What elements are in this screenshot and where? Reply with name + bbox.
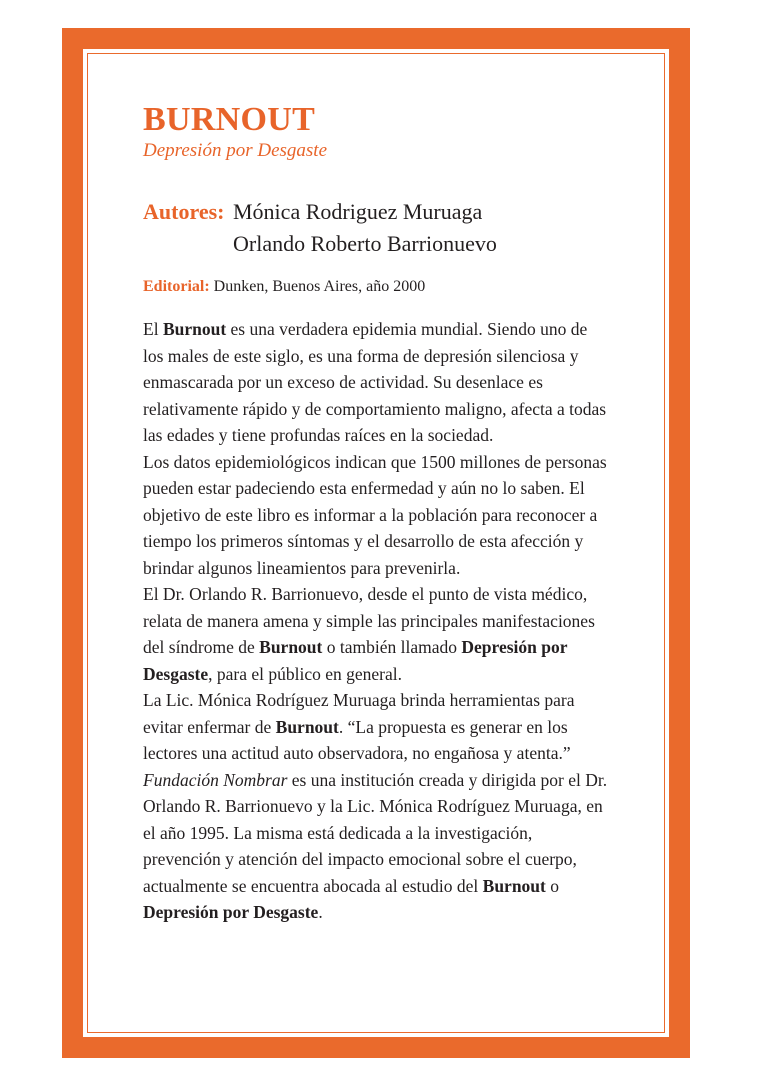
authors-block bbox=[143, 196, 613, 260]
editorial-line bbox=[143, 276, 613, 298]
author-name: Mónica Rodriguez Muruaga bbox=[233, 199, 483, 224]
paragraph: El Dr. Orlando R. Barrionuevo, desde el punto de vista médico, relata de manera amena y simple las principales manifestaciones del síndrome de Burnout o también llamado Depresión por Desgaste, para el público en general. bbox=[143, 584, 595, 684]
paragraph: El Burnout es una verdadera epidemia mundial. Siendo uno de los males de este siglo, es una forma de depresión silenciosa y enmascarada por un exceso de actividad. Su desenlace es relativamente rápido y de comportamiento maligno, afecta a todas las edades y tiene profundas raíces en la sociedad. bbox=[143, 319, 607, 445]
editorial-value: Dunken, Buenos Aires, año 2000 bbox=[213, 278, 426, 295]
book-info bbox=[143, 100, 613, 926]
author-name: Orlando Roberto Barrionuevo bbox=[233, 231, 497, 256]
book-subtitle: Depresión por Desgaste bbox=[143, 140, 327, 161]
paragraph: La Lic. Mónica Rodríguez Muruaga brinda herramientas para evitar enfermar de Burnout. “La propuesta es generar en los lectores una actitud auto observadora, no engañosa y atenta.” bbox=[143, 690, 575, 763]
paragraph: Fundación Nombrar es una institución creada y dirigida por el Dr. Orlando R. Barrionuevo y la Lic. Mónica Rodríguez Muruaga, en el año 1995. La misma está dedicada a la investigación, prevención y atención del impacto emocional sobre el cuerpo, actualmente se encuentra abocada al estudio del Burnout o Depresión por Desgaste. bbox=[143, 769, 608, 922]
authors-label: Autores: bbox=[143, 199, 225, 224]
editorial-label: Editorial: bbox=[143, 278, 210, 295]
book-title: BURNOUT bbox=[143, 101, 316, 138]
description bbox=[143, 316, 608, 926]
paragraph: Los datos epidemiológicos indican que 1500 millones de personas pueden estar padeciendo esta enfermedad y aún no lo saben. El objetivo de este libro es informar a la población para reconocer a tiempo los primeros síntomas y el desarrollo de esta afección y brindar algunos lineamientos para prevenirla. bbox=[143, 451, 607, 578]
